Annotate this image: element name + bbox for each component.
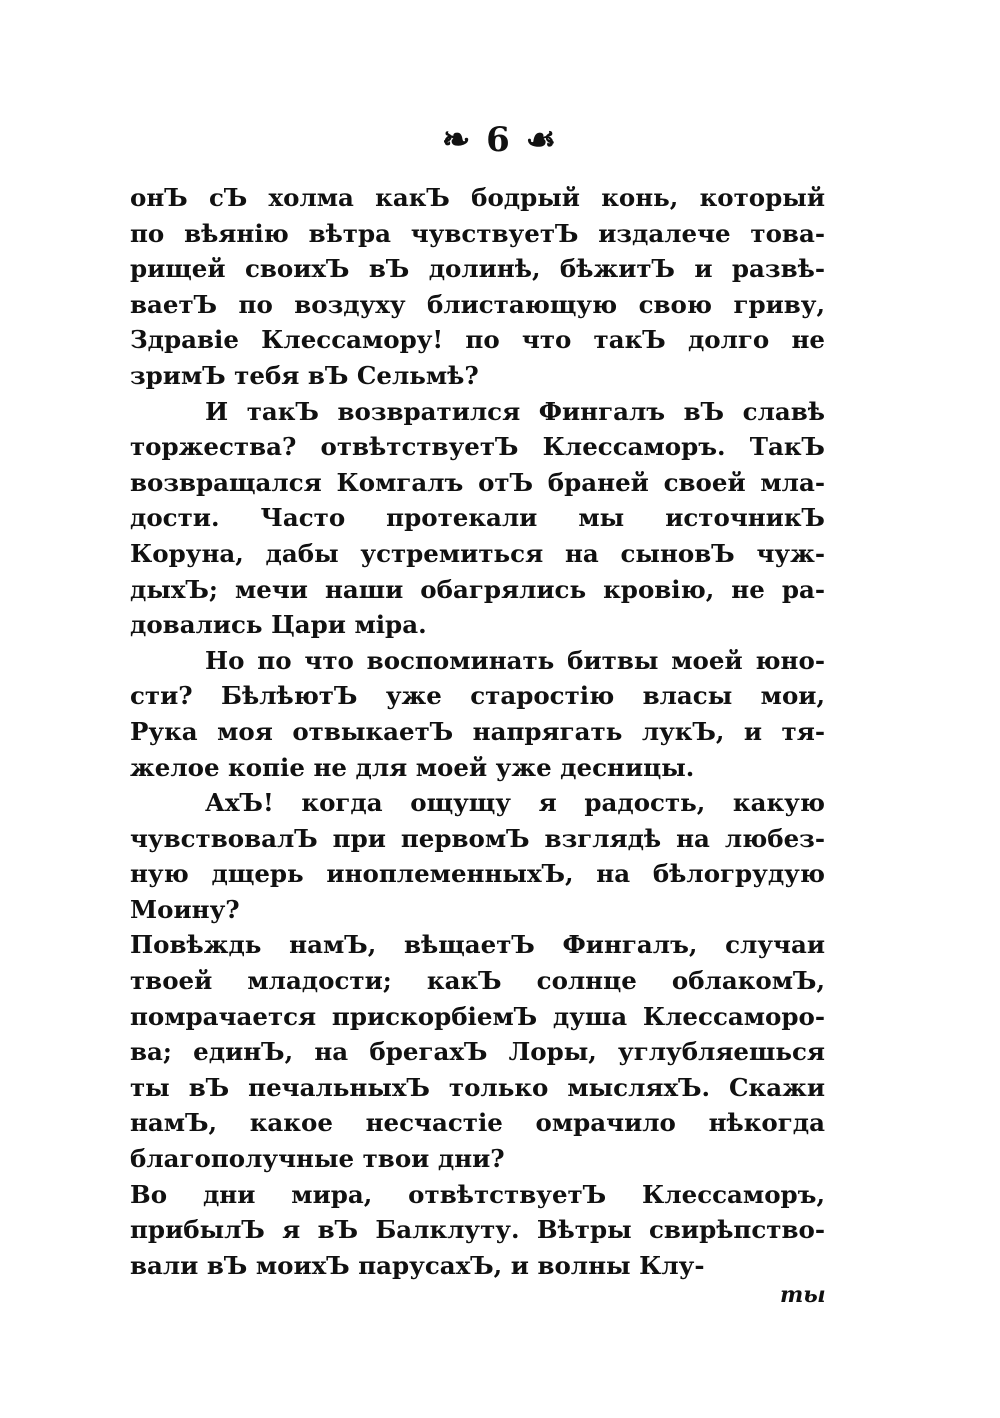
text-line: АхЪ! когда ощущу я радость, какую [205, 788, 825, 818]
paragraph [130, 180, 825, 394]
text-line: Моину? [130, 894, 240, 924]
text-line: ты вЪ печальныхЪ только мысляхЪ. Скажи [130, 1072, 825, 1102]
paragraph [130, 1177, 825, 1284]
text-line: Рука моя отвыкаетЪ напрягать лукЪ, и тя- [130, 716, 825, 746]
text-line: рищей своихЪ вЪ долинѣ, бѣжитЪ и развѣ- [130, 254, 825, 284]
text-line: возвращался Комгалъ отЪ браней своей мла- [130, 467, 825, 497]
paragraph [130, 643, 825, 785]
text-line: дости. Часто протекали мы источникЪ [130, 503, 825, 533]
text-line: И такЪ возвратился Фингалъ вЪ славѣ [205, 396, 825, 426]
text-line: дыхЪ; мечи наши обагрялись кровію, не ра- [130, 574, 825, 604]
catchword: ты [780, 1282, 826, 1308]
text-line: прибылЪ я вЪ Балклуту. Вѣтры свирѣпство- [130, 1215, 825, 1245]
paragraph-container [130, 180, 825, 1283]
text-line: вали вЪ моихЪ парусахЪ, и волны Клу- [130, 1250, 705, 1280]
text-line: помрачается прискорбіемЪ душа Клессаморо- [130, 1001, 825, 1031]
text-line: благополучные твои дни? [130, 1144, 505, 1174]
text-line: Повѣждь намЪ, вѣщаетЪ Фингалъ, случаи [130, 930, 825, 960]
text-line: твоей младости; какЪ солнце облакомЪ, [130, 966, 825, 996]
text-line: довались Цари міра. [130, 610, 427, 640]
text-line: Коруна, дабы устремиться на сыновЪ чуж- [130, 538, 825, 568]
text-line: намЪ, какое несчастіе омрачило нѣкогда [130, 1108, 825, 1138]
text-line: Здравіе Клессамору! по что такЪ долго не [130, 325, 825, 355]
text-line: ную дщерь иноплеменныхЪ, на бѣлогрудую [130, 859, 825, 889]
body-text [130, 180, 825, 1283]
text-line: торжества? отвѣтствуетЪ Клессаморъ. ТакЪ [130, 432, 825, 462]
paragraph [130, 394, 825, 643]
paragraph [130, 927, 825, 1176]
page-number-header: ❧ 6 ☙ [441, 120, 559, 160]
paragraph [130, 785, 825, 927]
text-line: сти? БѣлѣютЪ уже старостію власы мои, [130, 681, 825, 711]
text-line: онЪ сЪ холма какЪ бодрый конь, который [130, 183, 825, 212]
text-line: ваетЪ по воздуху блистающую свою гриву, [130, 289, 825, 319]
text-line: зримЪ тебя вЪ Сельмѣ? [130, 360, 479, 390]
text-line: по вѣянію вѣтра чувствуетЪ издалече товa- [130, 218, 825, 248]
text-line: Но по что воспоминать битвы моей юно- [205, 645, 825, 675]
text-line: желое копіе не для моей уже десницы. [130, 752, 695, 782]
text-line: чувствовалЪ при первомЪ взглядѣ на любез- [130, 823, 825, 853]
text-line: ва; единЪ, на брегахЪ Лоры, углубляешься [130, 1037, 825, 1067]
text-line: Во дни мира, отвѣтствуетЪ Клессаморъ, [130, 1179, 825, 1209]
